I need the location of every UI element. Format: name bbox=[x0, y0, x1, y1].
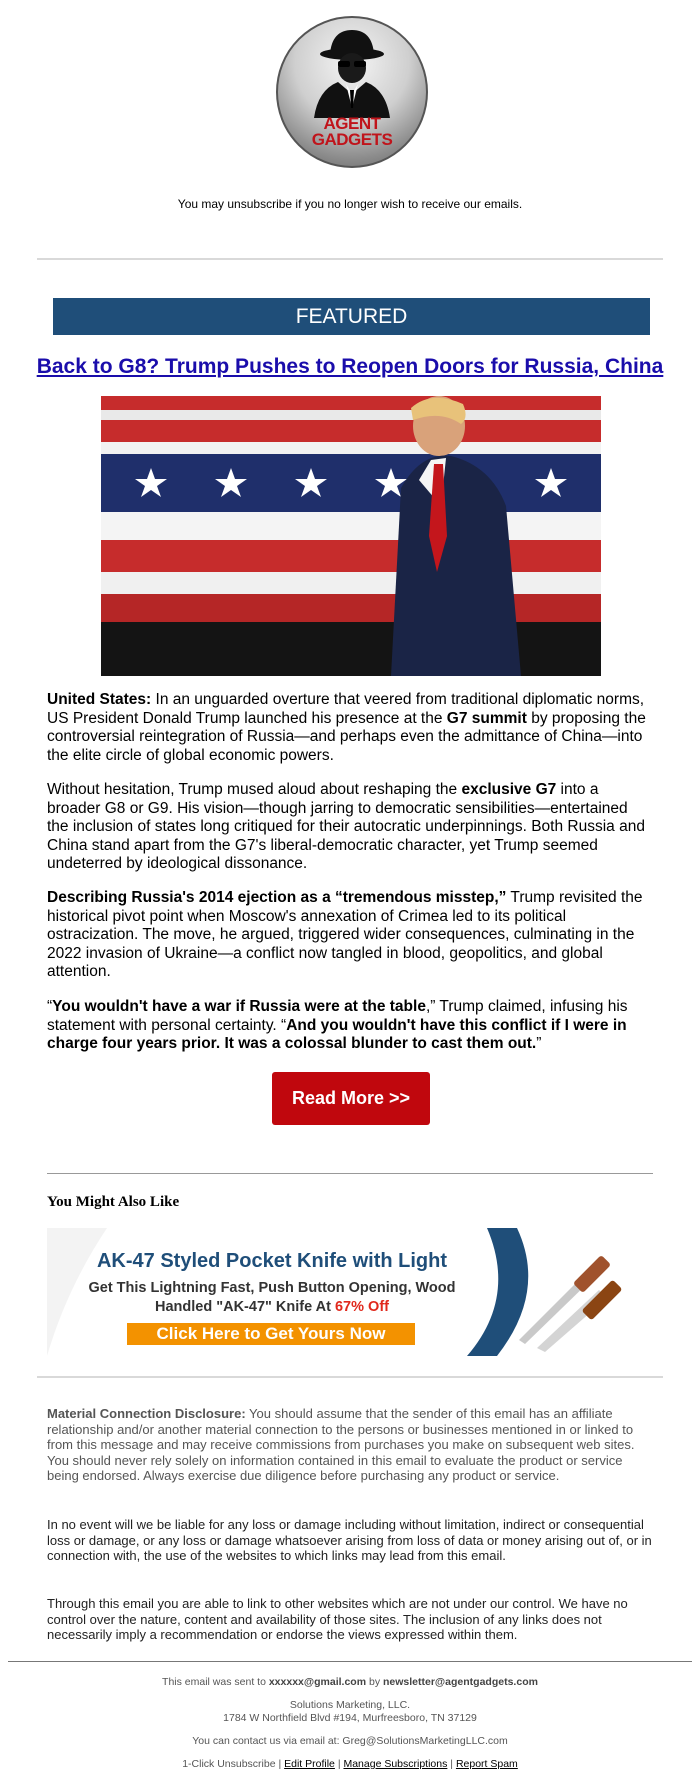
flag-backdrop-photo bbox=[101, 396, 601, 676]
article-location-lead: United States: bbox=[47, 691, 152, 708]
quote-mark: ” bbox=[536, 1035, 542, 1052]
footer-contact: You can contact us via email at: Greg@SolutionsMarketingLLC.com bbox=[192, 1735, 508, 1747]
separator: | bbox=[334, 1758, 344, 1770]
footer-links bbox=[0, 1758, 700, 1770]
liability-text: In no event will we be liable for any loss or damage including without limitation, indirect or consequential loss or damage, or any loss or damage whatsoever arising from loss of data or money arising out of, or in connection with, the use of the websites to which links may lead from this email. bbox=[47, 1517, 652, 1563]
ad-subtitle bbox=[47, 1279, 497, 1317]
footer-text: This email was sent to bbox=[162, 1676, 269, 1688]
ad-title: AK-47 Styled Pocket Knife with Light bbox=[96, 1250, 448, 1272]
article-text: Trump revisited the historical pivot point when Moscow's annexation of Crimea led to its political ostracization. The move, he argued, triggered wider consequences, culminating in the 2022 invasion of Ukraine—a conflict now tangled in blood, geopolitics, and global attention. bbox=[47, 889, 643, 980]
article-text: ,” Trump claimed, infusing his statement with personal certainty. “ bbox=[47, 998, 628, 1034]
logo-badge bbox=[276, 16, 428, 168]
ad-cta-button[interactable]: Click Here to Get Yours Now bbox=[127, 1323, 415, 1345]
ad-subtitle-line2 bbox=[47, 1298, 497, 1317]
logo-text bbox=[278, 116, 426, 148]
divider bbox=[37, 1376, 663, 1378]
footer-company: Solutions Marketing, LLC. bbox=[289, 1699, 411, 1711]
manage-subscriptions-link[interactable]: Manage Subscriptions bbox=[343, 1758, 448, 1770]
logo-text-line1: AGENT bbox=[323, 114, 381, 133]
recipient-email: xxxxxx@gmail.com bbox=[268, 1676, 367, 1688]
ad-discount: 67% Off bbox=[334, 1299, 389, 1315]
external-links-disclaimer bbox=[47, 1596, 655, 1643]
divider bbox=[47, 1173, 653, 1174]
logo-text-line2: GADGETS bbox=[311, 130, 393, 149]
separator: | bbox=[275, 1758, 285, 1770]
liability-disclaimer bbox=[47, 1517, 655, 1564]
disclosure-lead: Material Connection Disclosure: bbox=[47, 1406, 246, 1421]
article-paragraph-3 bbox=[47, 889, 651, 982]
ad-subtitle-text: Handled "AK-47" Knife At bbox=[155, 1299, 335, 1315]
article-paragraph-2 bbox=[47, 781, 651, 874]
footer-sent-to bbox=[0, 1676, 700, 1688]
article-bold: exclusive G7 bbox=[461, 781, 557, 798]
article-headline-link[interactable]: Back to G8? Trump Pushes to Reopen Doors for Russia, China bbox=[36, 355, 664, 378]
featured-banner: FEATURED bbox=[53, 298, 650, 335]
divider bbox=[37, 258, 663, 260]
agent-gadgets-logo[interactable] bbox=[276, 16, 428, 168]
read-more-button[interactable]: Read More >> bbox=[272, 1072, 430, 1125]
article-text: into a broader G8 or G9. His vision—though jarring to democratic sensibilities—entertained the inclusion of states long critiqued for their autocratic underpinnings. Both Russia and China stand apart from the G7's liberal-democratic character, yet Trump seemed undeterred by ideological dissonance. bbox=[47, 781, 645, 872]
article-paragraph-1 bbox=[47, 691, 651, 765]
you-might-also-like-heading: You Might Also Like bbox=[47, 1194, 180, 1210]
edit-profile-link[interactable]: Edit Profile bbox=[284, 1758, 335, 1770]
article-bold: You wouldn't have a war if Russia were at the table bbox=[52, 998, 426, 1015]
article-paragraph-4 bbox=[47, 998, 651, 1054]
footer-address: 1784 W Northfield Blvd #194, Murfreesboro, TN 37129 bbox=[223, 1712, 477, 1724]
article-bold: Describing Russia's 2014 ejection as a “tremendous misstep,” bbox=[47, 889, 507, 906]
report-spam-link[interactable]: Report Spam bbox=[455, 1758, 518, 1770]
separator: | bbox=[447, 1758, 456, 1770]
knife-ad-banner[interactable] bbox=[47, 1228, 639, 1356]
article-text: by proposing the controversial reintegration of Russia—and perhaps even the admittance of China—into the elite circle of global economic powers. bbox=[47, 709, 646, 764]
material-disclosure bbox=[47, 1406, 655, 1484]
quote-mark: “ bbox=[47, 998, 53, 1015]
disclosure-text: You should assume that the sender of this email has an affiliate relationship and/or another material connection to the persons or businesses mentioned in or linked to from this message and may receive commissions from purchases you make on subsequent web sites. You should never rely solely on information contained in this email to evaluate the product or service being endorsed. Always exercise due diligence before purchasing any product or service. bbox=[47, 1406, 635, 1483]
footer-divider bbox=[8, 1661, 692, 1662]
article-text: Without hesitation, Trump mused aloud about reshaping the bbox=[47, 781, 462, 798]
one-click-unsubscribe-link[interactable]: 1-Click Unsubscribe bbox=[182, 1758, 276, 1770]
article-text: In an unguarded overture that veered from traditional diplomatic norms, US President Donald Trump launched his presence at the bbox=[47, 691, 645, 727]
article-hero-image[interactable] bbox=[101, 396, 601, 676]
sender-email: newsletter@agentgadgets.com bbox=[383, 1676, 538, 1688]
article-bold: And you wouldn't have this conflict if I were in charge four years prior. It was a colossal blunder to cast them out. bbox=[47, 1016, 627, 1052]
footer-text: by bbox=[366, 1676, 383, 1688]
external-links-text: Through this email you are able to link to other websites which are not under our control. We have no control over the nature, content and availability of those sites. The inclusion of any links does not necessarily imply a recommendation or endorse the views expressed within them. bbox=[47, 1596, 628, 1642]
unsubscribe-notice: You may unsubscribe if you no longer wish to receive our emails. bbox=[177, 197, 523, 211]
ad-subtitle-line1: Get This Lightning Fast, Push Button Opening, Wood bbox=[88, 1280, 456, 1296]
article-bold: G7 summit bbox=[446, 709, 527, 727]
